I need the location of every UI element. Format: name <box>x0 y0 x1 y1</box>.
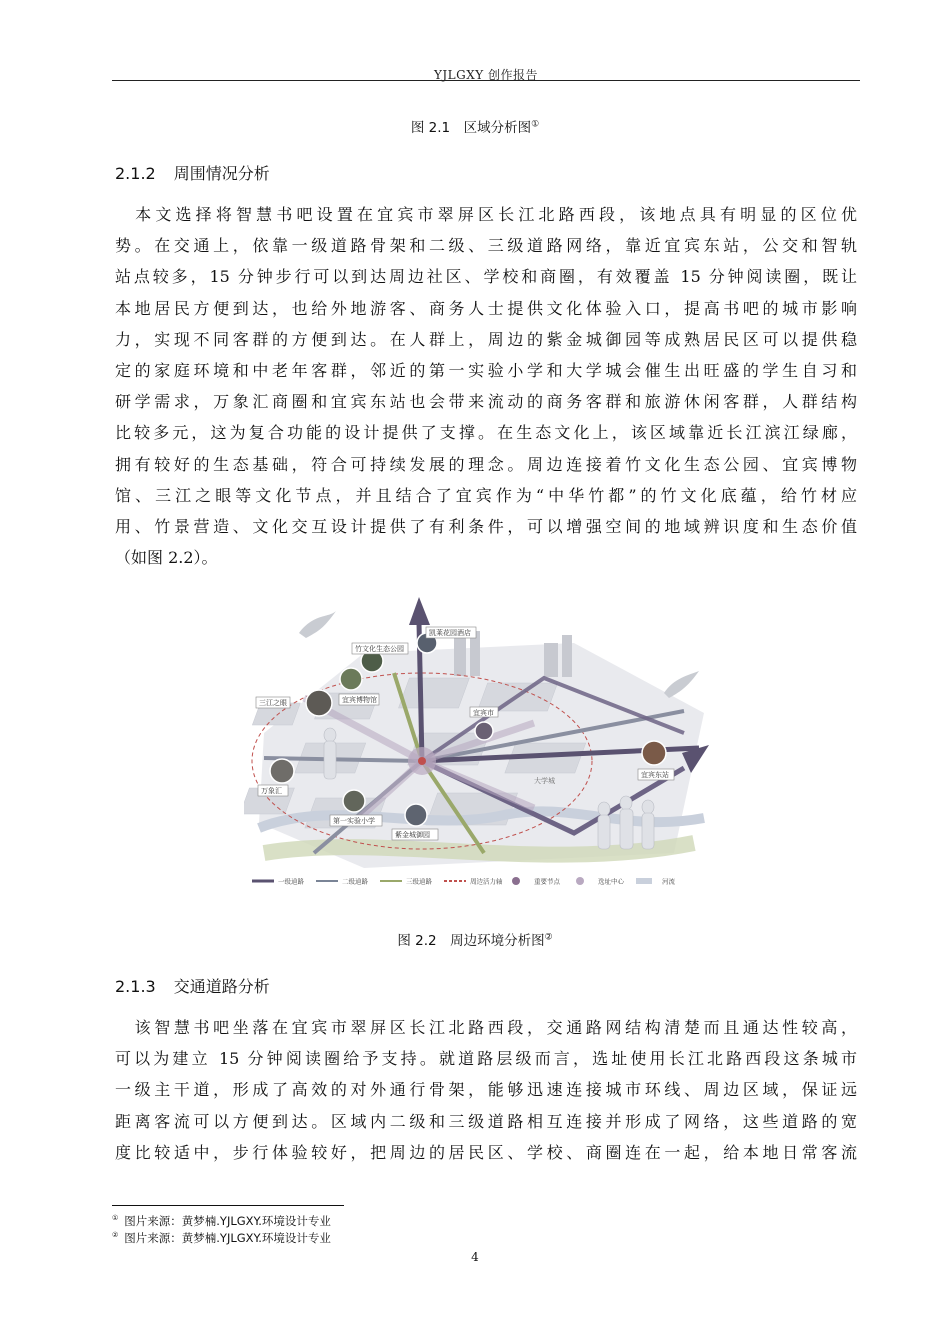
map-label: 宜宾东站 <box>641 771 669 779</box>
node-residence-icon <box>270 759 294 783</box>
surrounding-environment-map <box>244 583 712 890</box>
figure-2-2-caption <box>0 929 950 949</box>
paragraph-line: 用、竹景营造、文化交互设计提供了有利条件，可以增强空间的地域辨识度和生态价值 <box>115 517 857 537</box>
paragraph-line: 本文选择将智慧书吧设置在宜宾市翠屏区长江北路西段，该地点具有明显的区位优 <box>115 205 857 224</box>
map-label: 大学城 <box>534 777 555 785</box>
section-title: 交通道路分析 <box>173 977 270 996</box>
figure-2-2-caption-text: 图 2.2 周边环境分析图 <box>397 933 545 949</box>
paragraph-line: 比较多元，这为复合功能的设计提供了支撑。在生态文化上，该区域靠近长江滨江绿廊， <box>115 423 857 443</box>
paragraph-line: 可以为建立 15 分钟阅读圈给予支持。就道路层级而言，选址使用长江北路西段这条城市 <box>115 1049 857 1069</box>
paragraph-line: 势。在交通上，依靠一级道路骨架和二级、三级道路网络，靠近宜宾东站，公交和智轨 <box>115 236 857 256</box>
node-station-icon <box>642 741 666 765</box>
map-label: 凯莱花园酒店 <box>429 629 471 637</box>
map-label: 紫金城御园 <box>395 831 430 839</box>
section-2-1-3-paragraph <box>115 1012 857 1168</box>
footnote-1 <box>112 1213 331 1229</box>
legend-label: 一级道路 <box>278 877 304 886</box>
paragraph-line: 馆、三江之眼等文化节点，并且结合了宜宾作为“中华竹都”的竹文化底蕴，给竹材应 <box>115 485 857 505</box>
map-label: 宜宾博物馆 <box>342 696 377 704</box>
legend-swatch <box>576 877 584 885</box>
paragraph-line: 度比较适中，步行体验较好，把周边的居民区、学校、商圈连在一起，给本地日常客流 <box>115 1142 857 1162</box>
legend-swatch <box>512 877 520 885</box>
legend-label: 二级道路 <box>342 877 368 886</box>
page-number: 4 <box>471 1250 479 1264</box>
map-label: 万象汇 <box>261 787 282 795</box>
legend-label: 三级道路 <box>406 877 432 886</box>
footnote-2 <box>112 1230 331 1246</box>
node-three-rivers-icon <box>306 690 332 716</box>
node-site-icon <box>475 722 493 740</box>
figure-2-1-caption-text: 图 2.1 区域分析图 <box>410 120 532 136</box>
footnote-mark: ② <box>112 1231 119 1240</box>
header-rule <box>112 80 860 81</box>
paragraph-line: 该智慧书吧坐落在宜宾市翠屏区长江北路西段，交通路网结构清楚而且通达性较高， <box>115 1018 857 1037</box>
paragraph-line: 一级主干道，形成了高效的对外通行骨架，能够迅速连接城市环线、周边区域，保证远 <box>115 1080 857 1100</box>
map-label: 第一实验小学 <box>333 817 375 825</box>
footnote-text: 图片来源：黄梦楠.YJLGXY.环境设计专业 <box>124 1231 331 1245</box>
node-mall-icon <box>405 804 427 826</box>
paragraph-line: 距离客流可以方便到达。区域内二级和三级道路相互连接并形成了网络，这些道路的宽 <box>115 1111 857 1131</box>
legend-label: 周边活力轴 <box>470 877 503 886</box>
paragraph-line: 定的家庭环境和中老年客群，邻近的第一实验小学和大学城会催生出旺盛的学生自习和 <box>115 361 857 381</box>
map-illustration <box>244 583 712 890</box>
figure-2-1-note: ① <box>531 119 540 130</box>
section-2-1-3-heading <box>115 974 270 997</box>
legend-label: 河流 <box>662 877 675 886</box>
running-header: YJLGXY 创作报告 <box>433 68 539 82</box>
section-title: 周围情况分析 <box>173 164 270 183</box>
node-museum-icon <box>340 668 362 690</box>
section-number: 2.1.3 <box>115 977 156 996</box>
section-number: 2.1.2 <box>115 164 156 183</box>
map-label: 三江之眼 <box>259 699 287 707</box>
section-2-1-2-heading <box>115 161 270 184</box>
site-center-icon <box>418 757 426 765</box>
paragraph-line: （如图 2.2）。 <box>115 548 218 568</box>
legend-label: 选址中心 <box>598 877 624 886</box>
footnote-rule <box>112 1205 344 1206</box>
section-2-1-2-paragraph <box>115 199 857 573</box>
legend-swatch <box>636 878 652 884</box>
figure-2-2-note: ② <box>544 932 553 943</box>
paragraph-line: 本地居民方便到达，也给外地游客、商务人士提供文化体验入口，提高书吧的城市影响 <box>115 298 857 318</box>
paragraph-line: 力，实现不同客群的方便到达。在人群上，周边的紫金城御园等成熟居民区可以提供稳 <box>115 329 857 349</box>
footnote-text: 图片来源：黄梦楠.YJLGXY.环境设计专业 <box>124 1214 331 1228</box>
node-school-icon <box>343 790 365 812</box>
paragraph-line: 站点较多，15 分钟步行可以到达周边社区、学校和商圈，有效覆盖 15 分钟阅读圈，既让 <box>115 267 857 287</box>
paragraph-line: 拥有较好的生态基础，符合可持续发展的理念。周边连接着竹文化生态公园、宜宾博物 <box>115 454 857 474</box>
map-label: 宜宾市 <box>473 709 494 717</box>
paragraph-line: 研学需求，万象汇商圈和宜宾东站也会带来流动的商务客群和旅游休闲客群，人群结构 <box>115 392 857 412</box>
footnote-mark: ① <box>112 1214 119 1223</box>
legend-label: 重要节点 <box>534 877 560 886</box>
map-label: 竹文化生态公园 <box>355 645 404 653</box>
figure-2-1-caption <box>0 116 950 136</box>
